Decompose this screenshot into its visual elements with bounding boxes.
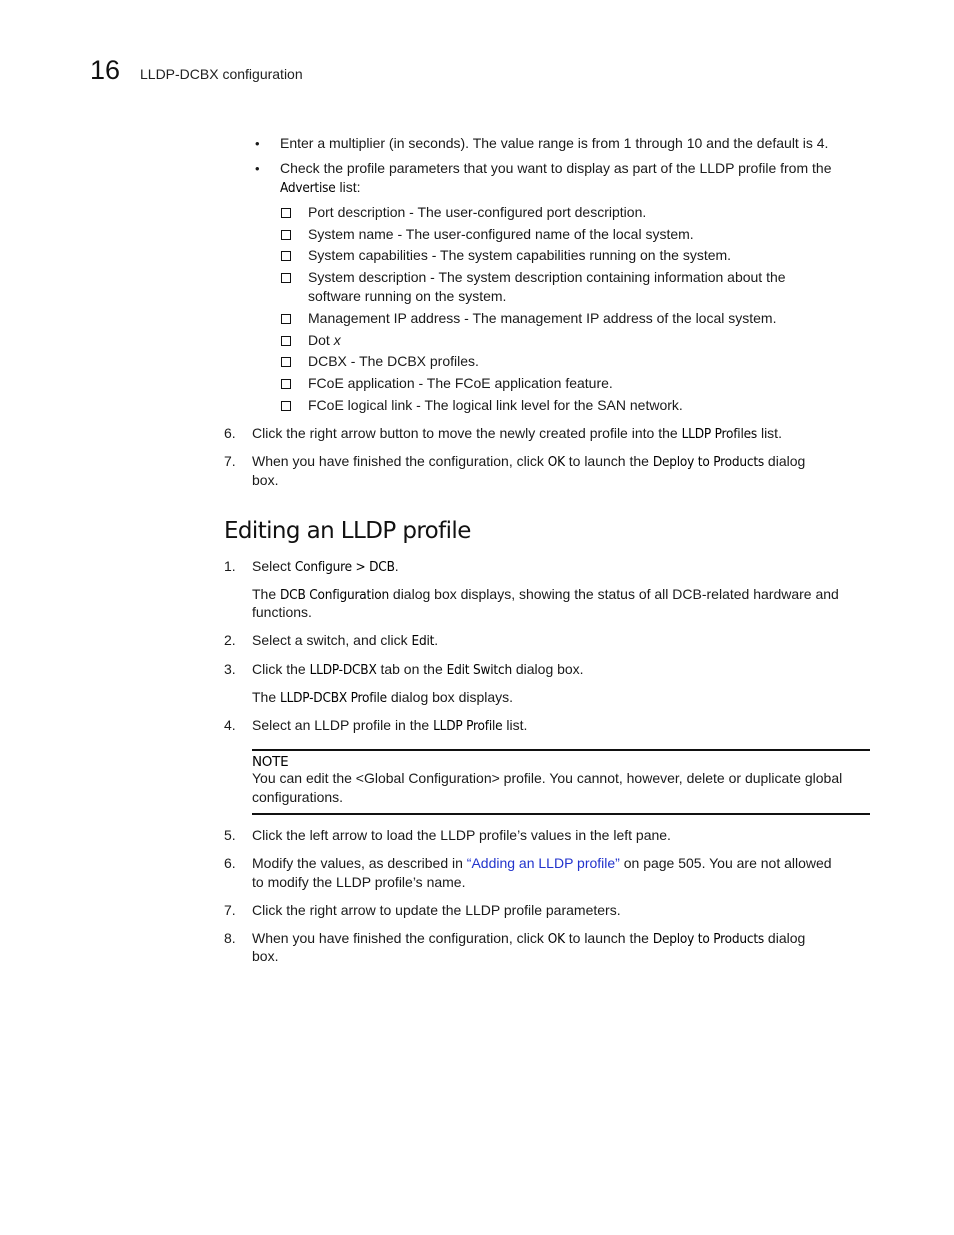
- bullet-multiplier: Enter a multiplier (in seconds). The value range is from 1 through 10 and the default is 4.: [280, 135, 829, 151]
- checkbox-icon: [281, 251, 291, 261]
- note-label: NOTE: [252, 754, 289, 770]
- section-heading: Editing an LLDP profile: [224, 518, 471, 544]
- step-number: 2.: [224, 632, 236, 648]
- step-select-switch: Select a switch, and click Edit.: [252, 632, 439, 649]
- step-select-lldp-profile: Select an LLDP profile in the LLDP Profile list.: [252, 717, 528, 734]
- chapter-number: 16: [90, 55, 121, 85]
- advertise-item-system-name: System name - The user-configured name of the local system.: [308, 226, 694, 242]
- step-update-parameters: Click the right arrow to update the LLDP profile parameters.: [252, 902, 621, 918]
- bullet-advertise-line2: Advertise list:: [280, 179, 361, 196]
- advertise-label: Advertise: [280, 180, 336, 196]
- step-number: 7.: [224, 902, 236, 918]
- step-modify-values: Modify the values, as described in “Adding an LLDP profile” on page 505. You are not allowed: [252, 855, 832, 871]
- step-number: 4.: [224, 717, 236, 733]
- step-finish-configuration-cont: box.: [252, 472, 279, 488]
- advertise-item-fcoe-logical-link: FCoE logical link - The logical link level for the SAN network.: [308, 397, 683, 413]
- chapter-title: LLDP-DCBX configuration: [140, 66, 303, 82]
- step-modify-values-cont: to modify the LLDP profile’s name.: [252, 874, 466, 890]
- note-text-cont: configurations.: [252, 789, 344, 805]
- advertise-item-dotx: Dot x: [308, 332, 341, 348]
- note-top-rule: [252, 749, 870, 751]
- bullet-advertise-line1: Check the profile parameters that you want to display as part of the LLDP profile from the: [280, 160, 832, 176]
- step-lldp-dcbx-description: The LLDP-DCBX Profile dialog box displays.: [252, 689, 514, 706]
- step-load-values: Click the left arrow to load the LLDP profile’s values in the left pane.: [252, 827, 671, 843]
- checkbox-icon: [281, 314, 291, 324]
- bullet-icon: •: [255, 161, 260, 176]
- step-finish-configuration-cont: box.: [252, 948, 279, 964]
- checkbox-icon: [281, 379, 291, 389]
- advertise-item-fcoe-application: FCoE application - The FCoE application feature.: [308, 375, 613, 391]
- step-dcb-description: The DCB Configuration dialog box displays, showing the status of all DCB-related hardware and: [252, 586, 839, 603]
- note-text: You can edit the <Global Configuration> profile. You cannot, however, delete or duplicate global: [252, 770, 843, 786]
- step-number: 3.: [224, 661, 236, 677]
- step-move-profile: Click the right arrow button to move the newly created profile into the LLDP Profiles list.: [252, 425, 782, 442]
- step-dcb-description-cont: functions.: [252, 604, 312, 620]
- step-click-lldp-dcbx-tab: Click the LLDP-DCBX tab on the Edit Switch dialog box.: [252, 661, 584, 678]
- advertise-item-port-description: Port description - The user-configured port description.: [308, 204, 647, 220]
- step-finish-configuration: When you have finished the configuration, click OK to launch the Deploy to Products dialog: [252, 453, 806, 470]
- checkbox-icon: [281, 273, 291, 283]
- adding-lldp-profile-link[interactable]: “Adding an LLDP profile”: [466, 855, 620, 871]
- step-number: 5.: [224, 827, 236, 843]
- checkbox-icon: [281, 208, 291, 218]
- advertise-item-system-description: System description - The system description containing information about the: [308, 269, 786, 285]
- checkbox-icon: [281, 230, 291, 240]
- checkbox-icon: [281, 357, 291, 367]
- checkbox-icon: [281, 336, 291, 346]
- note-bottom-rule: [252, 813, 870, 815]
- advertise-item-management-ip: Management IP address - The management IP address of the local system.: [308, 310, 777, 326]
- checkbox-icon: [281, 401, 291, 411]
- step-select-configure: Select Configure > DCB.: [252, 558, 399, 575]
- advertise-item-system-description-cont: software running on the system.: [308, 288, 507, 304]
- advertise-item-dcbx: DCBX - The DCBX profiles.: [308, 353, 479, 369]
- advertise-item-system-capabilities: System capabilities - The system capabilities running on the system.: [308, 247, 732, 263]
- step-finish-configuration: When you have finished the configuration, click OK to launch the Deploy to Products dialog: [252, 930, 806, 947]
- step-number: 6.: [224, 425, 236, 441]
- step-number: 7.: [224, 453, 236, 469]
- bullet-icon: •: [255, 136, 260, 151]
- step-number: 6.: [224, 855, 236, 871]
- step-number: 1.: [224, 558, 236, 574]
- step-number: 8.: [224, 930, 236, 946]
